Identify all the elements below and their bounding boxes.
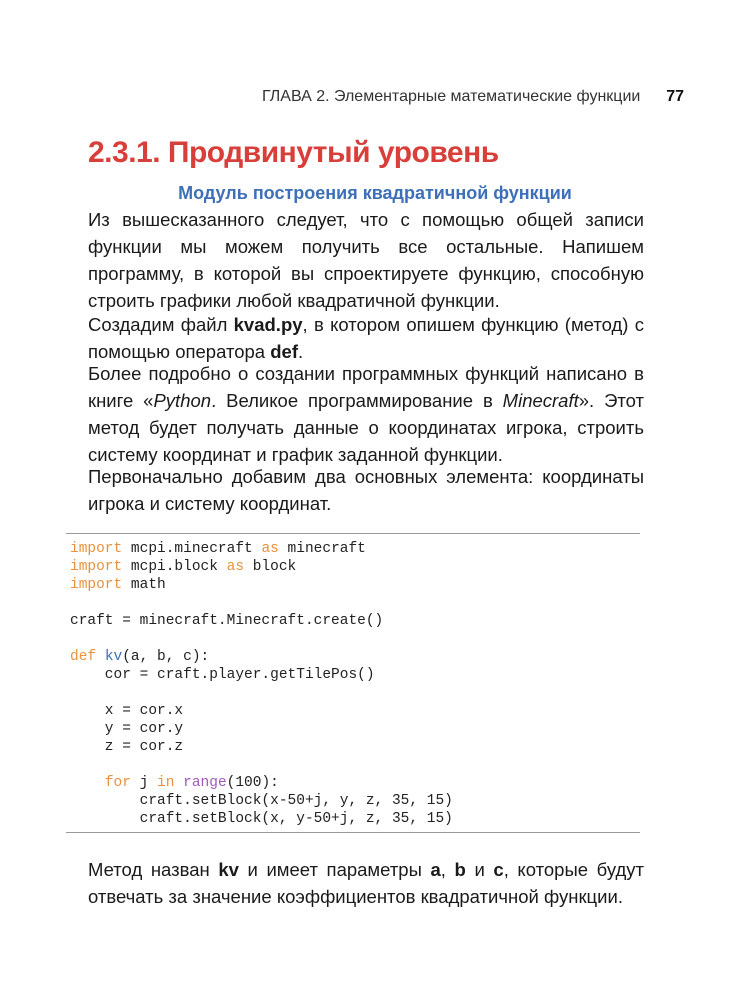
text-run: Создадим файл — [88, 314, 234, 335]
param-c: c — [493, 859, 504, 880]
code-text: minecraft — [278, 541, 366, 557]
code-text: y = cor.y — [70, 721, 184, 737]
file-name: kvad.py — [233, 314, 303, 335]
code-text: (a, b, c): — [122, 649, 210, 665]
keyword: as — [261, 541, 279, 557]
code-text: block — [244, 559, 297, 575]
keyword: for — [104, 775, 131, 791]
book-title-minecraft: Minecraft — [502, 390, 579, 411]
keyword: in — [157, 775, 175, 791]
function-name: kv — [104, 649, 123, 665]
param-a: a — [430, 859, 441, 880]
code-text: mcpi.minecraft — [122, 541, 262, 557]
subheading: Модуль построения квадратичной функции — [178, 183, 572, 203]
keyword: as — [226, 559, 245, 575]
keyword: def — [70, 649, 97, 665]
text-run: и имеет параметры — [238, 859, 431, 880]
code-text: j — [130, 775, 158, 791]
code-text: craft = minecraft.Minecraft.create() — [70, 613, 384, 629]
code-text: craft.setBlock(x-50+j, y, z, 35, 15) — [70, 793, 453, 809]
paragraph-intro — [88, 206, 644, 314]
text-run: , которые будут отвечать за значение коэффициентов квадратичной функции. — [88, 859, 644, 907]
book-title-python: Python — [153, 390, 212, 411]
text-run: и — [465, 859, 494, 880]
keyword: import — [70, 559, 123, 575]
chapter-title: ГЛАВА 2. Элементарные математические функции — [262, 88, 641, 105]
text-run: , в котором опишем функцию (метод) с помощью оператора — [88, 314, 644, 362]
paragraph-file — [88, 311, 644, 365]
param-b: b — [454, 859, 466, 880]
code-text: (100): — [226, 775, 279, 791]
operator-name: def — [270, 341, 298, 362]
text-run: . Великое программирование в — [211, 390, 503, 411]
code-text: cor = craft.player.getTilePos() — [70, 667, 375, 683]
keyword: import — [70, 541, 123, 557]
text-run: ». Этот метод будет получать данные о координатах игрока, строить систему координат и график заданной функции. — [88, 390, 644, 465]
keyword: import — [70, 577, 123, 593]
text-run: Более подробно о создании программных функций написано в книге « — [88, 363, 644, 411]
method-name: kv — [218, 859, 239, 880]
code-text: z = cor.z — [70, 739, 184, 755]
builtin-name: range — [183, 775, 227, 791]
code-block — [70, 540, 453, 828]
text-run: . — [297, 341, 304, 362]
paragraph-elements: Первоначально добавим два основных элемента: координаты игрока и систему координат. — [88, 466, 644, 514]
text-run: Метод назван — [88, 859, 219, 880]
paragraph-book-reference — [88, 360, 644, 468]
paragraph-method-params — [88, 856, 644, 910]
code-text: craft.setBlock(x, y-50+j, z, 35, 15) — [70, 811, 453, 827]
code-listing — [66, 533, 640, 833]
code-text: mcpi.block — [122, 559, 227, 575]
page-number: 77 — [666, 88, 684, 105]
code-text: math — [122, 577, 166, 593]
code-text: x = cor.x — [70, 703, 184, 719]
paragraph-intro-text: Из вышесказанного следует, что с помощью общей записи функции мы можем получить все остальные. Напишем программу, в которой вы спроектируете функцию, способную строить графики любой квадратичной функции. — [88, 209, 644, 311]
text-run: , — [440, 859, 455, 880]
section-title: 2.3.1. Продвинутый уровень — [88, 136, 499, 169]
